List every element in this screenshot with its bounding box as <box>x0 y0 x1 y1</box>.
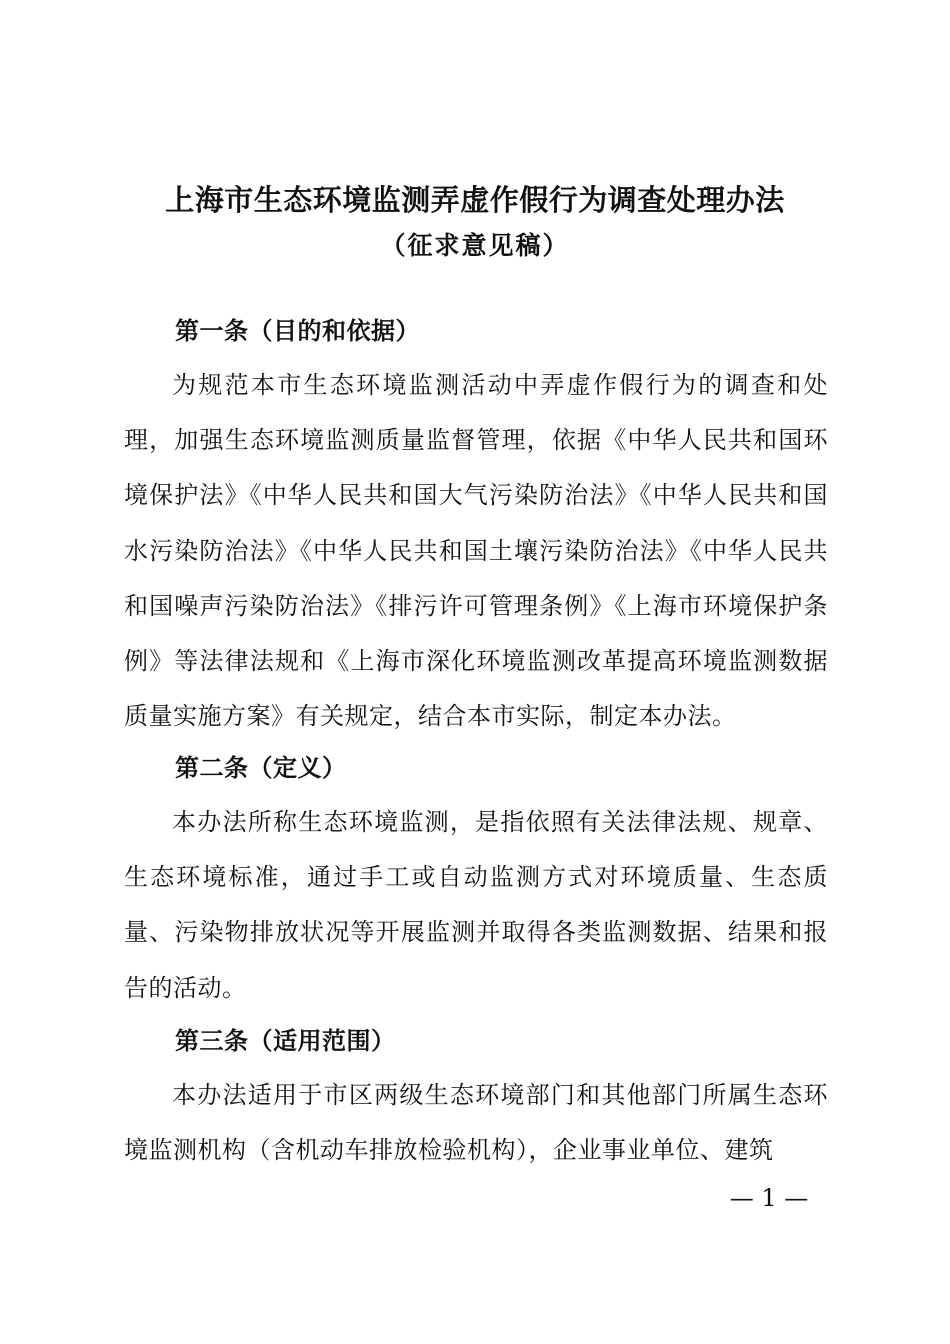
article-3-heading: 第三条（适用范围） <box>175 1027 396 1055</box>
article-2-body: 本办法所称生态环境监测，是指依照有关法律法规、规章、生态环境标准，通过手工或自动监测方式对环境质量、生态质量、污染物排放状况等开展监测并取得各类监测数据、结果和报告的活动。 <box>124 808 828 1002</box>
document-title: 上海市生态环境监测弄虚作假行为调查处理办法 <box>165 183 785 217</box>
article-1-body: 为规范本市生态环境监测活动中弄虚作假行为的调查和处理，加强生态环境监测质量监督管理，依据《中华人民共和国环境保护法》《中华人民共和国大气污染防治法》《中华人民共和国水污染防治法》《中华人民共和国土壤污染防治法》《中华人民共和国噪声污染防治法》《排污许可管理条例》《上海市环境保护条例》等法律法规和《上海市深化环境监测改革提高环境监测数据质量实施方案》有关规定，结合本市实际，制定本办法。 <box>124 371 828 731</box>
document-subtitle: （征求意见稿） <box>380 231 570 260</box>
article-1-heading: 第一条（目的和依据） <box>175 317 420 345</box>
article-2-heading: 第二条（定义） <box>175 754 347 782</box>
article-3-body: 本办法适用于市区两级生态环境部门和其他部门所属生态环境监测机构（含机动车排放检验机构），企业事业单位、建筑 <box>124 1081 828 1165</box>
page-number: — 1 — <box>729 1184 809 1212</box>
